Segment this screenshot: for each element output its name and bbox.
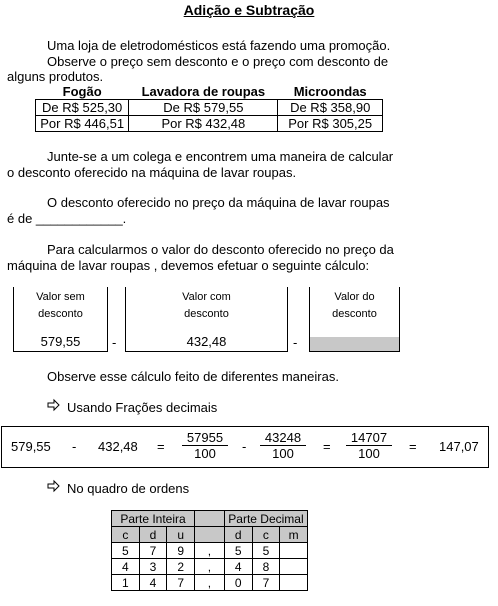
price-row-de bbox=[36, 100, 383, 116]
header-fogao: Fogão bbox=[36, 84, 129, 100]
col-header bbox=[195, 527, 225, 543]
col-header: u bbox=[167, 527, 195, 543]
numerator: 57955 bbox=[182, 430, 228, 446]
fraction-operand-a: 579,55 bbox=[11, 439, 51, 454]
box-label: desconto bbox=[38, 308, 83, 320]
ordens-cell: 0 bbox=[224, 575, 252, 591]
minus-sign: - bbox=[242, 439, 247, 454]
page-title: Adição e Subtração bbox=[183, 2, 315, 18]
ordens-cell: 4 bbox=[139, 575, 167, 591]
right-arrow-outline-icon bbox=[47, 479, 61, 493]
denominator: 100 bbox=[358, 446, 380, 461]
task2-line-1: O desconto oferecido no preço da máquina de lavar roupas bbox=[47, 195, 390, 210]
parte-inteira-header: Parte Inteira bbox=[112, 511, 195, 527]
equals-sign: = bbox=[409, 439, 417, 454]
ordens-cell: 7 bbox=[139, 543, 167, 559]
price-cell: Por R$ 305,25 bbox=[278, 116, 383, 132]
ordens-cell bbox=[280, 543, 308, 559]
box-valor-do-desconto bbox=[309, 287, 400, 352]
denominator: 100 bbox=[194, 446, 216, 461]
ordens-table bbox=[111, 510, 308, 591]
box-valor-com-desconto bbox=[125, 287, 288, 352]
ordens-cell: 1 bbox=[112, 575, 140, 591]
ordens-cell: 9 bbox=[167, 543, 195, 559]
denominator: 100 bbox=[272, 446, 294, 461]
fraction-calc-box bbox=[1, 426, 489, 468]
ordens-row bbox=[112, 543, 308, 559]
task2-line-2: é de ____________. bbox=[7, 211, 127, 226]
task3-line-1: Para calcularmos o valor do desconto oferecido no preço da bbox=[47, 242, 394, 257]
ordens-cell: 4 bbox=[224, 559, 252, 575]
task1-line-1: Junte-se a um colega e encontrem uma maneira de calcular bbox=[47, 149, 394, 164]
numerator: 43248 bbox=[260, 430, 306, 446]
fraction-1 bbox=[182, 430, 228, 461]
ordens-cell: 4 bbox=[112, 559, 140, 575]
col-header: d bbox=[224, 527, 252, 543]
task3-line-2: máquina de lavar roupas , devemos efetuar o seguinte cálculo: bbox=[7, 258, 370, 273]
minus-sign: - bbox=[112, 335, 117, 350]
observe-text: Observe esse cálculo feito de diferentes maneiras. bbox=[47, 369, 339, 384]
separator-header bbox=[195, 511, 225, 527]
minus-sign: - bbox=[293, 335, 298, 350]
box-value: 432,48 bbox=[186, 334, 227, 349]
ordens-row bbox=[112, 575, 308, 591]
price-cell: Por R$ 446,51 bbox=[36, 116, 129, 132]
intro-line-2: Observe o preço sem desconto e o preço com desconto de bbox=[47, 54, 389, 69]
box-label: desconto bbox=[332, 308, 377, 320]
fraction-2 bbox=[260, 430, 306, 461]
box-value: 579,55 bbox=[40, 334, 81, 349]
parte-decimal-header: Parte Decimal bbox=[224, 511, 307, 527]
fraction-3 bbox=[346, 430, 392, 461]
fraction-result: 147,07 bbox=[439, 439, 479, 454]
ordens-cell: , bbox=[195, 543, 225, 559]
numerator: 14707 bbox=[346, 430, 392, 446]
box-valor-sem-desconto bbox=[13, 287, 108, 352]
ordens-cell: 2 bbox=[167, 559, 195, 575]
box-label: Valor com bbox=[182, 291, 231, 303]
intro-line-3: alguns produtos. bbox=[7, 69, 104, 84]
minus-sign: - bbox=[72, 439, 77, 454]
price-row-por bbox=[36, 116, 383, 132]
ordens-col-header bbox=[112, 527, 308, 543]
ordens-group-header bbox=[112, 511, 308, 527]
price-table-header bbox=[36, 84, 383, 100]
price-cell: De R$ 579,55 bbox=[129, 100, 278, 116]
ordens-cell bbox=[280, 575, 308, 591]
ordens-cell: , bbox=[195, 559, 225, 575]
task1-line-2: o desconto oferecido na máquina de lavar roupas. bbox=[7, 165, 297, 180]
ordens-cell: 8 bbox=[252, 559, 280, 575]
ordens-row bbox=[112, 559, 308, 575]
answer-blank[interactable] bbox=[310, 337, 399, 351]
intro-line-1: Uma loja de eletrodomésticos está fazendo uma promoção. bbox=[47, 38, 391, 53]
price-cell: De R$ 525,30 bbox=[36, 100, 129, 116]
box-label: Valor sem bbox=[36, 291, 85, 303]
ordens-cell: 5 bbox=[252, 543, 280, 559]
col-header: d bbox=[139, 527, 167, 543]
price-cell: De R$ 358,90 bbox=[278, 100, 383, 116]
col-header: c bbox=[112, 527, 140, 543]
fraction-operand-b: 432,48 bbox=[98, 439, 138, 454]
ordens-cell: 5 bbox=[224, 543, 252, 559]
ordens-cell: 7 bbox=[167, 575, 195, 591]
price-table bbox=[35, 84, 383, 132]
ordens-cell bbox=[280, 559, 308, 575]
ordens-cell: 7 bbox=[252, 575, 280, 591]
ordens-cell: 3 bbox=[139, 559, 167, 575]
equals-sign: = bbox=[323, 439, 331, 454]
method2-label: No quadro de ordens bbox=[67, 481, 190, 496]
ordens-cell: 5 bbox=[112, 543, 140, 559]
col-header: c bbox=[252, 527, 280, 543]
method1-label: Usando Frações decimais bbox=[67, 400, 218, 415]
box-label: Valor do bbox=[334, 291, 375, 303]
ordens-cell: , bbox=[195, 575, 225, 591]
equals-sign: = bbox=[157, 439, 165, 454]
box-label: desconto bbox=[184, 308, 229, 320]
col-header: m bbox=[280, 527, 308, 543]
right-arrow-outline-icon bbox=[47, 398, 61, 412]
price-cell: Por R$ 432,48 bbox=[129, 116, 278, 132]
header-lavadora: Lavadora de roupas bbox=[129, 84, 278, 100]
header-microondas: Microondas bbox=[278, 84, 383, 100]
